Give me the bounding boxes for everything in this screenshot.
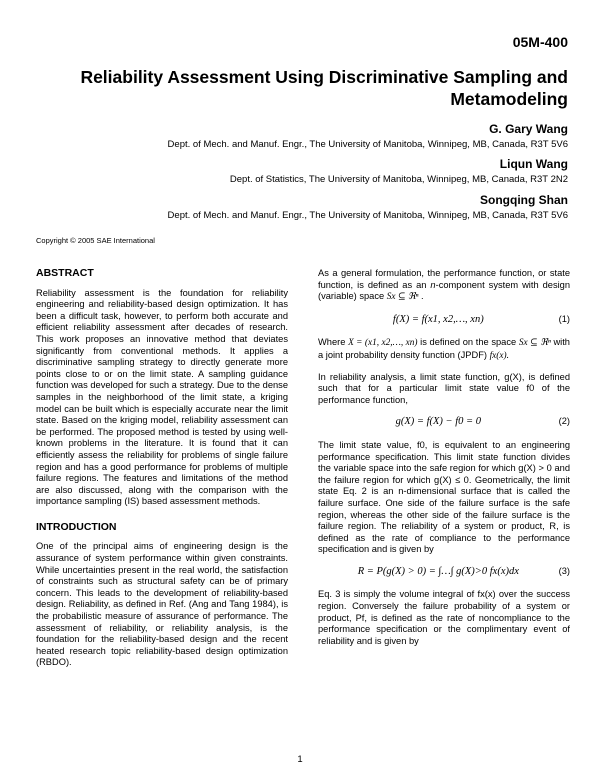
paragraph: Eq. 3 is simply the volume integral of fx(x) over the success region. Conversely the failure probability of a system or product, Pf, is defined as the rate of noncompliance to the performance specification or the complimentary event of reliability and is given by: [318, 589, 570, 646]
paragraph: As a general formulation, the performance function, or state function, is defined as an n-component system with design (variable) space Sx ⊆ ℜⁿ .: [318, 268, 570, 303]
equation-2: g(X) = f(X) − f0 = 0 (2): [395, 416, 570, 428]
introduction-text: One of the principal aims of engineering design is the assurance of system performance within given constraints. While uncertainties present in the real world, the satisfaction of constraints such as structural safety can be of primary concern. This leads to the development of reliability-based design. Reliability, as defined in Ref. (Ang and Tang 1984), is the probabilistic measure of assurance of performance. The assessment of reliability, or reliability analysis, is the foundation for the reliability-based design and the recent heated research topic reliability-based design optimization (RBDO).: [36, 541, 288, 668]
author-name: Songqing Shan: [480, 193, 568, 207]
equation-3: R = P(g(X) > 0) = ∫…∫ g(X)>0 fx(x)dx (3): [357, 565, 570, 577]
abstract-text: Reliability assessment is the foundation for reliability engineering and reliability-based design optimization. It has been a difficult task, however, to perform both accurate and efficient reliability assessment after decades of research. This work proposes an innovative method that deviates significantly from conventional methods. It applies a discriminative sampling strategy to directly generate more points close to or on the limit state. A sampling guidance function was developed for such a strategy. Due to the dense samples in the neighborhood of the limit state, a kriging model can be built which is especially accurate near the limit state. Based on the kriging model, reliability assessment can be performed. The proposed method is tested by using well-known problems in the literature. It is found that it can efficiently assess the reliability for problems of single failure region and has a good performance for problems of multiple failure regions. The features and limitations of the method are also discussed, along with the comparison with the importance sampling (IS) based assessment methods.: [36, 287, 288, 507]
abstract-heading: ABSTRACT: [36, 267, 94, 279]
author-affiliation: Dept. of Statistics, The University of Manitoba, Winnipeg, MB, Canada, R3T 2N2: [229, 174, 568, 185]
left-column: [36, 268, 288, 678]
paragraph: The limit state value, f0, is equivalent to an engineering performance specification. This limit state function divides the variable space into the safe region for which g(X) > 0 and the failure region for which g(X) ≤ 0. Geometrically, the limit state Eq. 2 is an n-dimensional surface that is called the failure surface. One side of the failure surface is the safe region, whereas the other side of the failure surface is the failure region. The reliability of a system or product, R, is defined as the rate of compliance to the performance specification and is given by: [318, 439, 570, 555]
author-name: Liqun Wang: [499, 157, 568, 171]
paragraph: In reliability analysis, a limit state function, g(X), is defined such that for a particular limit state value f0 of the performance function,: [318, 371, 570, 405]
author-name: G. Gary Wang: [489, 122, 568, 136]
page-number: 1: [297, 754, 303, 765]
equation-1: f(X) = f(x1, x2,…, xn) (1): [392, 313, 570, 325]
paper-title: Reliability Assessment Using Discriminative Sampling and Metamodeling: [80, 67, 568, 109]
author-affiliation: Dept. of Mech. and Manuf. Engr., The University of Manitoba, Winnipeg, MB, Canada, R3T 5V6: [167, 210, 568, 221]
author-affiliation: Dept. of Mech. and Manuf. Engr., The University of Manitoba, Winnipeg, MB, Canada, R3T 5V6: [167, 139, 568, 150]
right-column: [318, 268, 570, 656]
introduction-heading: INTRODUCTION: [36, 520, 117, 533]
paper-id: 05M-400: [512, 34, 568, 50]
paragraph: Where X = (x1, x2,…, xn) is defined on the space Sx ⊆ ℜⁿ with a joint probability density function (JPDF) fx(x).: [318, 337, 570, 361]
copyright-notice: Copyright © 2005 SAE International: [36, 236, 155, 245]
